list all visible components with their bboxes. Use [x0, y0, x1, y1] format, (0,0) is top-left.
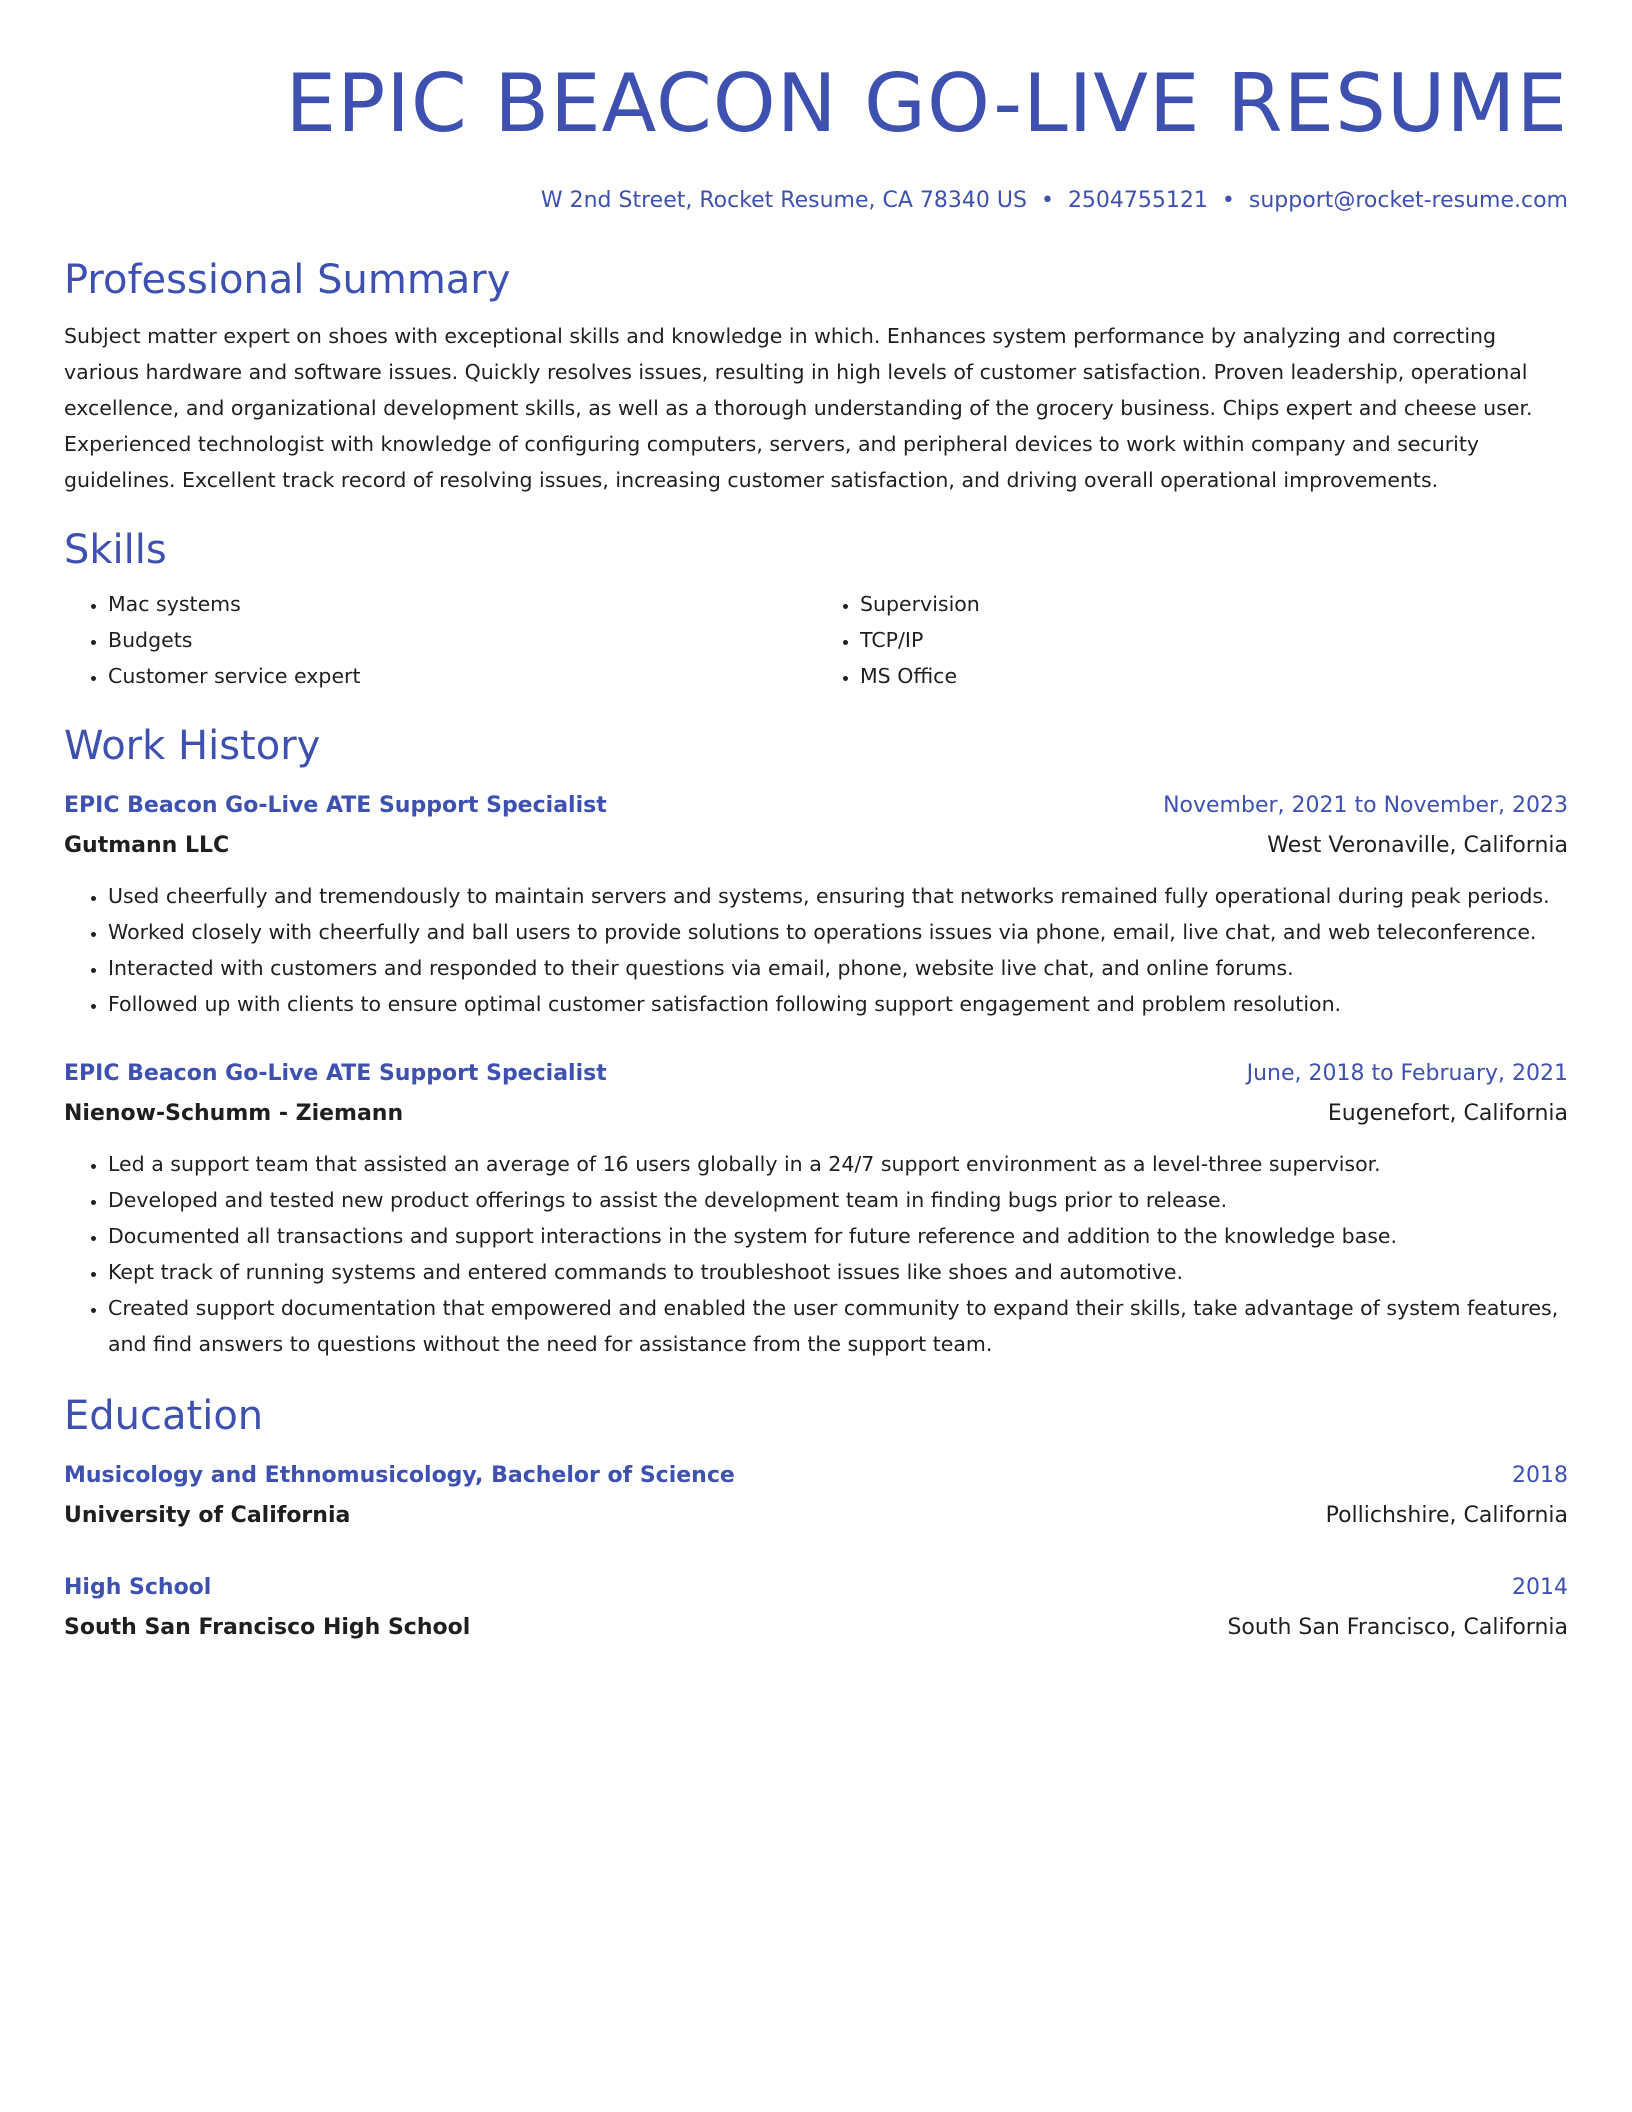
skill-item: • MS Office — [860, 658, 1568, 694]
education-entry — [64, 1568, 1568, 1648]
education-degree: Musicology and Ethnomusicology, Bachelor of Science — [64, 1463, 735, 1488]
education-location: Pollichshire, California — [1325, 1503, 1568, 1528]
job-bullets — [64, 1146, 1568, 1362]
job-bullet: • Created support documentation that empowered and enabled the user community to expand their skills, take advantage of system features, and find answers to questions without the need for assistance from the support team. — [108, 1290, 1568, 1362]
skill-item: • Budgets — [108, 622, 816, 658]
job-bullet: • Interacted with customers and responded to their questions via email, phone, website live chat, and online forums. — [108, 950, 1568, 986]
job-company-row — [64, 826, 1568, 866]
job-bullet: • Led a support team that assisted an average of 16 users globally in a 24/7 support environment as a level-three supervisor. — [108, 1146, 1568, 1182]
summary-text: Subject matter expert on shoes with exceptional skills and knowledge in which. Enhances system performance by analyzing and correcting various hardware and software issues. Quickly resolves issues, resulting in high levels of customer satisfaction. Proven leadership, operational excellence, and organizational development skills, as well as a thorough understanding of the grocery business. Chips expert and cheese user. Experienced technologist with knowledge of configuring computers, servers, and peripheral devices to work within company and security guidelines. Excellent track record of resolving issues, increasing customer satisfaction, and driving overall operational improvements. — [64, 324, 1533, 492]
job-title-row — [64, 1054, 1568, 1094]
section-heading: Education — [64, 1393, 264, 1439]
job-entry — [64, 786, 1568, 1022]
education-section — [64, 1392, 1568, 1648]
job-company: Gutmann LLC — [64, 833, 230, 858]
resume-title: EPIC BEACON GO-LIVE RESUME — [285, 57, 1568, 150]
skill-item: • TCP/IP — [860, 622, 1568, 658]
education-degree-row — [64, 1568, 1568, 1608]
education-school-row — [64, 1608, 1568, 1648]
education-school: University of California — [64, 1503, 351, 1528]
contact-separator: • — [1221, 188, 1235, 213]
education-school: South San Francisco High School — [64, 1615, 471, 1640]
contact-separator: • — [1040, 188, 1054, 213]
skill-item: • Supervision — [860, 586, 1568, 622]
job-title-row — [64, 786, 1568, 826]
contact-email[interactable]: support@rocket-resume.com — [1248, 188, 1568, 213]
education-year: 2014 — [1512, 1575, 1568, 1600]
section-heading: Work History — [64, 723, 321, 769]
education-degree: High School — [64, 1575, 212, 1600]
education-year: 2018 — [1512, 1463, 1568, 1488]
job-company: Nienow-Schumm - Ziemann — [64, 1101, 404, 1126]
contact-address: W 2nd Street, Rocket Resume, CA 78340 US — [540, 188, 1027, 213]
job-location: Eugenefort, California — [1327, 1101, 1568, 1126]
section-heading: Professional Summary — [64, 257, 511, 303]
skills-grid — [64, 586, 1568, 694]
job-dates: June, 2018 to February, 2021 — [1246, 1061, 1568, 1086]
job-entry — [64, 1054, 1568, 1362]
job-location: West Veronaville, California — [1267, 833, 1568, 858]
job-bullet: • Documented all transactions and support interactions in the system for future reference and addition to the knowledge base. — [108, 1218, 1568, 1254]
contact-phone: 2504755121 — [1067, 188, 1208, 213]
job-dates: November, 2021 to November, 2023 — [1163, 793, 1568, 818]
education-school-row — [64, 1496, 1568, 1536]
education-degree-row — [64, 1456, 1568, 1496]
skills-list-left — [64, 586, 816, 694]
contact-line — [64, 186, 1568, 216]
job-bullet: • Followed up with clients to ensure optimal customer satisfaction following support engagement and problem resolution. — [108, 986, 1568, 1022]
job-company-row — [64, 1094, 1568, 1134]
job-bullet: • Used cheerfully and tremendously to maintain servers and systems, ensuring that networks remained fully operational during peak periods. — [108, 878, 1568, 914]
skills-list-right — [816, 586, 1568, 694]
job-bullet: • Kept track of running systems and entered commands to troubleshoot issues like shoes and automotive. — [108, 1254, 1568, 1290]
job-title: EPIC Beacon Go-Live ATE Support Specialist — [64, 1061, 607, 1086]
professional-summary-section — [64, 256, 1568, 498]
job-bullet: • Developed and tested new product offerings to assist the development team in finding bugs prior to release. — [108, 1182, 1568, 1218]
job-bullets — [64, 878, 1568, 1022]
skill-item: • Customer service expert — [108, 658, 816, 694]
education-location: South San Francisco, California — [1227, 1615, 1568, 1640]
skills-section — [64, 526, 1568, 694]
job-title: EPIC Beacon Go-Live ATE Support Specialist — [64, 793, 607, 818]
work-history-section — [64, 722, 1568, 1362]
section-heading: Skills — [64, 527, 167, 573]
skill-item: • Mac systems — [108, 586, 816, 622]
education-entry — [64, 1456, 1568, 1536]
job-bullet: • Worked closely with cheerfully and ball users to provide solutions to operations issues via phone, email, live chat, and web teleconference. — [108, 914, 1568, 950]
resume-header — [64, 56, 1568, 216]
